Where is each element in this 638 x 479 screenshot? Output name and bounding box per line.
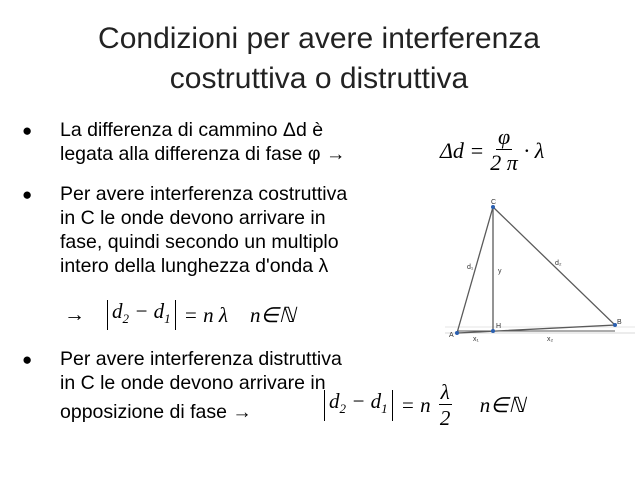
arrow-symbol: →: [64, 303, 85, 327]
d2-symbol: d: [329, 389, 340, 414]
two-denominator: 2: [439, 406, 451, 430]
triangle-diagram: [445, 195, 635, 345]
label-a: A: [449, 332, 454, 339]
label-x2: x₂: [547, 336, 554, 343]
bullet-1-line-1: La differenza di cammino Δd è: [60, 119, 324, 141]
formula-tail: · λ: [523, 137, 545, 163]
label-x1: x₁: [473, 336, 479, 343]
minus-symbol: −: [134, 299, 149, 323]
title-line-1: Condizioni per avere interferenza: [98, 22, 540, 55]
integer-set: n∈ℕ: [249, 302, 296, 327]
label-d1: d₁: [467, 264, 474, 271]
formula-fraction: [490, 125, 518, 176]
label-y: y: [498, 268, 502, 275]
label-d2: d₂: [555, 260, 562, 267]
bullet-3-line-1: Per avere interferenza distruttiva: [60, 348, 342, 370]
bullet-2-line-1: Per avere interferenza costruttiva: [60, 183, 348, 205]
label-h: H: [496, 323, 502, 330]
lambda-numerator: λ: [440, 380, 450, 404]
triangle-shape: [457, 207, 615, 333]
title-line-2: costruttiva o distruttiva: [169, 62, 469, 95]
destructive-formula: [324, 380, 525, 431]
minus-symbol: −: [351, 389, 366, 414]
bullet-2-line-4: intero della lunghezza d'onda λ: [60, 255, 329, 277]
d2-subscript: 2: [339, 401, 346, 417]
label-b: B: [617, 319, 622, 326]
formula-numerator: φ: [497, 124, 511, 149]
integer-set-destructive: n∈ℕ: [479, 393, 526, 417]
d1-symbol: d: [370, 389, 382, 414]
bullet-2-line-3: fase, quindi secondo un multiplo: [60, 231, 339, 253]
bullet-2-marker: ●: [22, 185, 33, 204]
bullet-3-line-2: in C le onde devono arrivare in: [60, 372, 326, 394]
formula-denominator: 2 π: [490, 150, 518, 175]
bullet-2-line-2: in C le onde devono arrivare in: [60, 207, 326, 229]
bullet-3-line-3: opposizione di fase →: [60, 401, 252, 423]
point-a: [455, 331, 459, 335]
constructive-rhs: = n λ: [183, 302, 228, 327]
half-wavelength-fraction: [439, 380, 452, 431]
constructive-formula: [64, 300, 296, 330]
d2-symbol: d: [112, 299, 123, 323]
d1-subscript: 1: [381, 401, 388, 417]
path-difference-abs-destructive: [324, 390, 393, 420]
d1-subscript: 1: [164, 311, 171, 327]
d1-symbol: d: [153, 299, 165, 323]
destructive-rhs: = n: [400, 393, 431, 417]
bullet-3-marker: ●: [22, 350, 33, 369]
formula-lhs: Δd =: [440, 137, 485, 163]
d2-subscript: 2: [122, 311, 129, 327]
bullet-1-line-2: legata alla differenza di fase φ →: [60, 143, 346, 165]
path-difference-abs: [107, 300, 176, 330]
bullet-1-marker: ●: [22, 121, 33, 140]
phase-difference-formula: [440, 125, 544, 176]
point-h: [491, 329, 495, 333]
label-c: C: [491, 199, 497, 206]
